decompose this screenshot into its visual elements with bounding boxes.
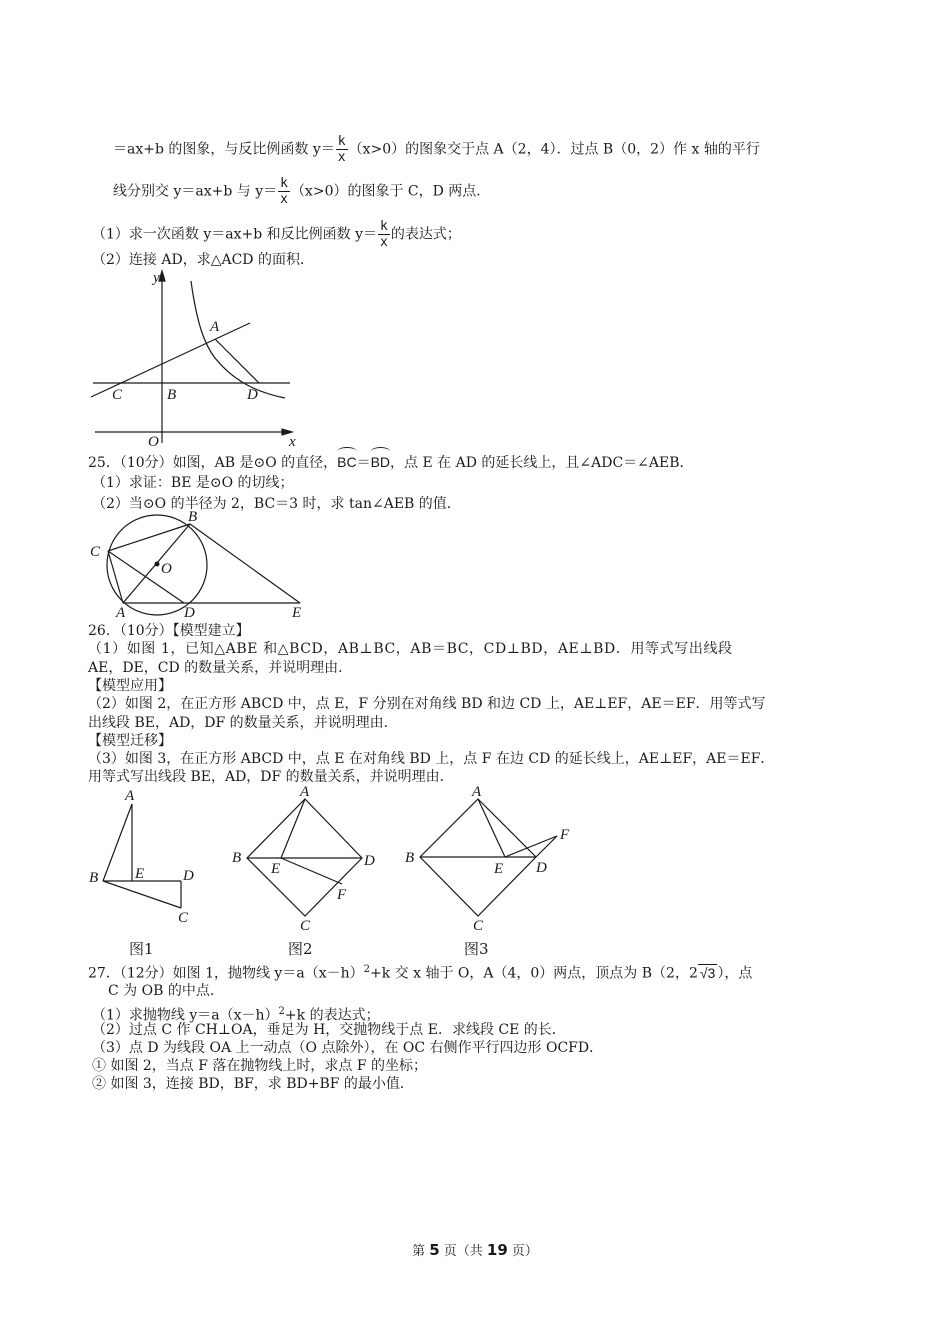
fraction-k-over-x bbox=[378, 219, 390, 250]
q25-heading bbox=[88, 452, 694, 473]
point-a-label: A bbox=[125, 788, 135, 804]
footer-text: 页（共 bbox=[439, 1244, 487, 1259]
point-c-label: C bbox=[300, 918, 311, 934]
arc-bc: BC bbox=[337, 454, 357, 470]
q27-text: （1）求抛物线 y＝a（x－h） bbox=[92, 1007, 279, 1024]
origin-label: O bbox=[148, 434, 159, 450]
page-footer bbox=[0, 1240, 950, 1259]
point-d-label: D bbox=[247, 387, 258, 403]
figure-caption: 图3 bbox=[464, 940, 489, 958]
frac-num: k bbox=[380, 219, 388, 234]
point-d-label: D bbox=[364, 853, 375, 869]
q25-part2: （2）当⊙O 的半径为 2，BC＝3 时，求 tan∠AEB 的值． bbox=[92, 496, 461, 512]
q24-line1 bbox=[113, 134, 760, 165]
point-b-label: B bbox=[232, 850, 242, 866]
point-f-label: F bbox=[337, 887, 347, 903]
point-e-label: E bbox=[135, 866, 145, 882]
q26-figure-1 bbox=[85, 784, 205, 959]
q26-section-model-transfer: 【模型迁移】 bbox=[88, 733, 172, 749]
point-d-label: D bbox=[184, 605, 195, 621]
q25-part1: （1）求证：BE 是⊙O 的切线； bbox=[92, 475, 294, 491]
point-e-label: E bbox=[271, 861, 281, 877]
q26-part2-line1: （2）如图 2，在正方形 ABCD 中，点 E，F 分别在对角线 BD 和边 CD 上，AE⊥EF，AE＝EF．用等式写 bbox=[88, 696, 766, 712]
q26-part3-line1: （3）如图 3，在正方形 ABCD 中，点 E 在对角线 BD 上，点 F 在边 CD 的延长线上，AE⊥EF，AE＝EF． bbox=[88, 751, 775, 767]
fraction-k-over-x bbox=[278, 176, 290, 207]
point-b-label: B bbox=[405, 850, 415, 866]
q26-part3-line2: 用等式写出线段 BE，AD，DF 的数量关系，并说明理由． bbox=[88, 769, 454, 785]
figure-caption: 图2 bbox=[288, 940, 313, 958]
point-c-label: C bbox=[112, 387, 123, 403]
point-a-label: A bbox=[116, 605, 126, 621]
point-c-label: C bbox=[178, 910, 189, 926]
arc-bd: BD bbox=[370, 454, 391, 470]
superscript-2: 2 bbox=[278, 1006, 285, 1017]
point-f-label: F bbox=[560, 827, 570, 843]
q24-text: ＝ax+b 的图象，与反比例函数 y＝ bbox=[113, 141, 335, 158]
frac-den: x bbox=[380, 235, 388, 250]
q25-text: ＝ bbox=[356, 455, 371, 471]
q27-text: +k 交 x 轴于 O，A（4，0）两点，顶点为 B（2，2 bbox=[369, 965, 698, 982]
footer-text: 第 bbox=[412, 1244, 430, 1259]
q27-sub2: ② 如图 3，连接 BD，BF，求 BD+BF 的最小值． bbox=[92, 1076, 414, 1092]
q24-part1 bbox=[92, 219, 461, 250]
q26-section-model-apply: 【模型应用】 bbox=[88, 678, 172, 694]
q26-part2-line2: 出线段 BE，AD，DF 的数量关系，并说明理由． bbox=[88, 715, 398, 731]
q25-figure bbox=[85, 503, 315, 621]
footer-text: 页） bbox=[507, 1244, 538, 1259]
frac-den: x bbox=[280, 192, 288, 207]
point-a-label: A bbox=[472, 784, 482, 800]
center-dot bbox=[155, 562, 160, 567]
frac-num: k bbox=[337, 134, 346, 149]
y-axis-label: y bbox=[153, 270, 160, 286]
q25-text: ，点 E 在 AD 的延长线上，且∠ADC＝∠AEB． bbox=[390, 455, 694, 471]
point-c-label: C bbox=[473, 918, 484, 934]
sqrt-radicand: 3 bbox=[707, 964, 716, 981]
point-b-label: B bbox=[89, 870, 99, 886]
total-pages: 19 bbox=[486, 1241, 508, 1259]
q24-text: （x>0）的图象交于点 A（2，4）．过点 B（0，2）作 x 轴的平行 bbox=[348, 141, 760, 158]
point-a-label: A bbox=[210, 319, 220, 335]
q26-part1-line2: AE，DE，CD 的数量关系，并说明理由． bbox=[88, 660, 353, 676]
q25-text: 25．（10分）如图，AB 是⊙O 的直径， bbox=[88, 455, 338, 471]
frac-num: k bbox=[280, 176, 288, 191]
current-page-number: 5 bbox=[429, 1241, 440, 1259]
point-d-label: D bbox=[183, 868, 194, 884]
q26-figure-3 bbox=[402, 784, 582, 959]
q26-heading: 26．（10分）【模型建立】 bbox=[88, 623, 250, 639]
q27-part3: （3）点 D 为线段 OA 上一动点（O 点除外），在 OC 右侧作平行四边形 OCFD． bbox=[92, 1040, 604, 1056]
fraction-k-over-x bbox=[336, 134, 348, 165]
point-c-label: C bbox=[90, 544, 101, 560]
point-b-label: B bbox=[188, 509, 198, 525]
q24-text: 的表达式； bbox=[390, 226, 461, 243]
q26-figure-2 bbox=[230, 784, 390, 959]
q27-heading-line2: C 为 OB 的中点． bbox=[108, 983, 224, 999]
superscript-2: 2 bbox=[363, 964, 370, 975]
q24-figure bbox=[85, 265, 305, 450]
q27-text: 27．（12分）如图 1，抛物线 y＝a（x－h） bbox=[88, 965, 364, 982]
point-a-label: A bbox=[300, 784, 310, 800]
point-e-label: E bbox=[292, 605, 302, 621]
q24-text: 线分别交 y＝ax+b 与 y＝ bbox=[113, 183, 278, 200]
x-axis-label: x bbox=[289, 434, 296, 450]
q26-part1-line1: （1）如图 1，已知△ABE 和△BCD，AB⊥BC，AB＝BC，CD⊥BD，AE⊥BD．用等式写出线段 bbox=[88, 641, 733, 657]
point-d-label: D bbox=[536, 860, 547, 876]
q27-sub1: ① 如图 2，当点 F 落在抛物线上时，求点 F 的坐标； bbox=[92, 1058, 428, 1074]
frac-den: x bbox=[337, 150, 346, 165]
figure-caption: 图1 bbox=[129, 940, 154, 958]
q24-text: （1）求一次函数 y＝ax+b 和反比例函数 y＝ bbox=[92, 226, 378, 243]
q24-part2: （2）连接 AD，求△ACD 的面积． bbox=[92, 252, 314, 268]
q24-line2 bbox=[113, 176, 490, 207]
q27-part2: （2）过点 C 作 CH⊥OA，垂足为 H，交抛物线于点 E．求线段 CE 的长． bbox=[92, 1022, 566, 1038]
center-o-label: O bbox=[161, 561, 172, 577]
q27-text: +k 的表达式； bbox=[284, 1007, 380, 1024]
q27-text: ），点 bbox=[717, 965, 753, 982]
point-e-label: E bbox=[494, 861, 504, 877]
q24-text: （x>0）的图象于 C，D 两点． bbox=[290, 183, 491, 200]
point-b-label: B bbox=[167, 387, 177, 403]
sqrt-3: √3 bbox=[699, 964, 716, 981]
